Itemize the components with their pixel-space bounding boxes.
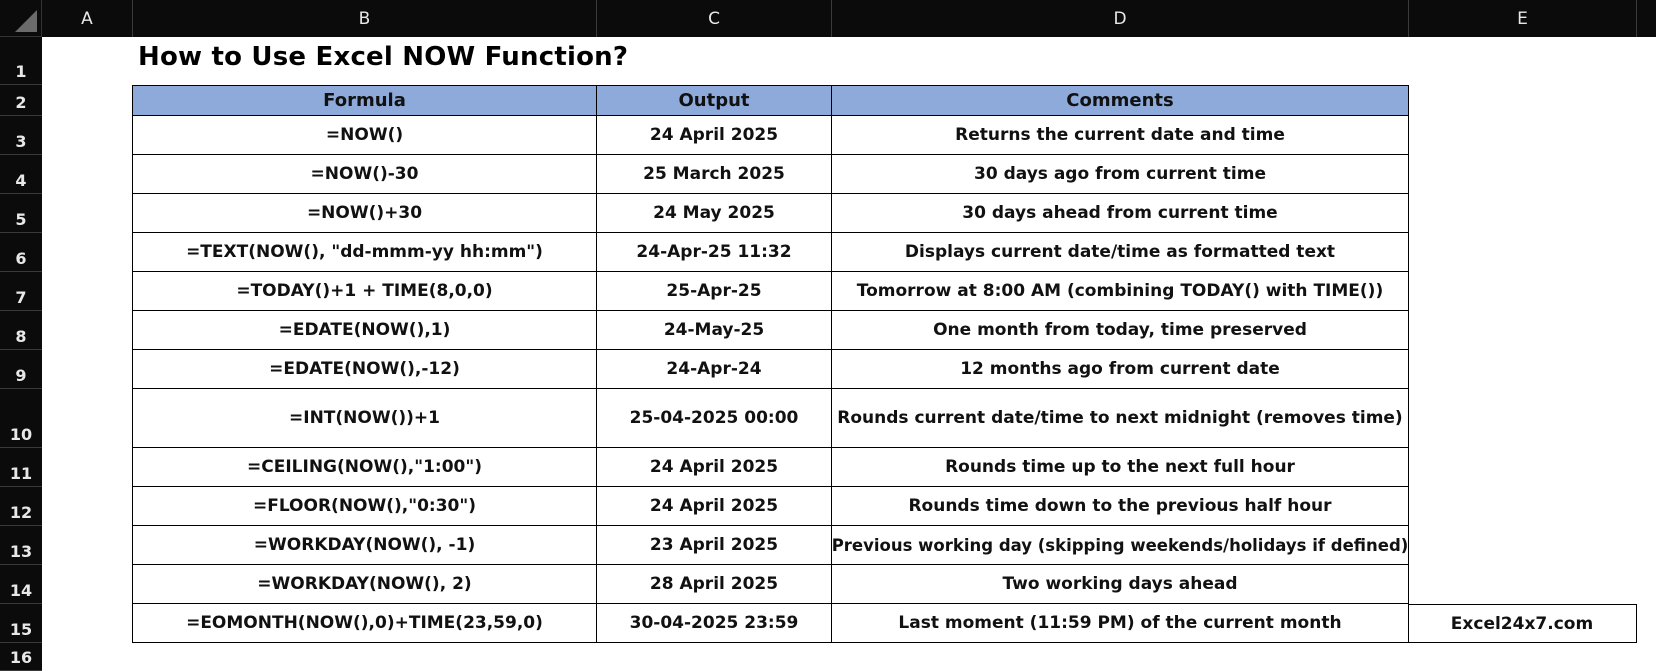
row-header-12[interactable]: 12 [0, 487, 42, 526]
row-header-13[interactable]: 13 [0, 526, 42, 565]
comment-cell[interactable]: Rounds time down to the previous half hour [832, 487, 1409, 526]
header-comments[interactable]: Comments [832, 85, 1409, 116]
output-cell[interactable]: 24 May 2025 [597, 194, 832, 233]
column-header-a[interactable]: A [42, 0, 133, 37]
row-header-15[interactable]: 15 [0, 604, 42, 643]
formula-cell[interactable]: =INT(NOW())+1 [132, 389, 597, 448]
row-header-16[interactable]: 16 [0, 643, 42, 671]
output-cell[interactable]: 24 April 2025 [597, 448, 832, 487]
column-header-filler [1637, 0, 1656, 37]
formula-cell[interactable]: =CEILING(NOW(),"1:00") [132, 448, 597, 487]
select-all-corner[interactable] [0, 0, 42, 37]
brand-cell[interactable]: Excel24x7.com [1408, 604, 1637, 643]
output-cell[interactable]: 24 April 2025 [597, 116, 832, 155]
comment-cell[interactable]: One month from today, time preserved [832, 311, 1409, 350]
output-cell[interactable]: 23 April 2025 [597, 526, 832, 565]
comment-cell[interactable]: Last moment (11:59 PM) of the current month [832, 604, 1409, 643]
header-output[interactable]: Output [597, 85, 832, 116]
formula-cell[interactable]: =NOW()+30 [132, 194, 597, 233]
row-header-5[interactable]: 5 [0, 194, 42, 233]
formula-cell[interactable]: =EDATE(NOW(),1) [132, 311, 597, 350]
row-header-2[interactable]: 2 [0, 85, 42, 116]
row-header-8[interactable]: 8 [0, 311, 42, 350]
output-cell[interactable]: 24 April 2025 [597, 487, 832, 526]
formula-cell[interactable]: =WORKDAY(NOW(), -1) [132, 526, 597, 565]
output-cell[interactable]: 24-Apr-25 11:32 [597, 233, 832, 272]
output-cell[interactable]: 25-04-2025 00:00 [597, 389, 832, 448]
output-cell[interactable]: 25 March 2025 [597, 155, 832, 194]
column-header-d[interactable]: D [832, 0, 1409, 37]
output-cell[interactable]: 25-Apr-25 [597, 272, 832, 311]
comment-cell[interactable]: 30 days ahead from current time [832, 194, 1409, 233]
column-header-b[interactable]: B [133, 0, 597, 37]
comment-cell[interactable]: Displays current date/time as formatted text [832, 233, 1409, 272]
comment-cell[interactable]: Rounds time up to the next full hour [832, 448, 1409, 487]
output-cell[interactable]: 24-May-25 [597, 311, 832, 350]
row-header-9[interactable]: 9 [0, 350, 42, 389]
column-header-c[interactable]: C [597, 0, 832, 37]
row-header-14[interactable]: 14 [0, 565, 42, 604]
row-header-10[interactable]: 10 [0, 389, 42, 448]
comment-cell[interactable]: Two working days ahead [832, 565, 1409, 604]
comment-cell[interactable]: Returns the current date and time [832, 116, 1409, 155]
output-cell[interactable]: 24-Apr-24 [597, 350, 832, 389]
formula-cell[interactable]: =NOW() [132, 116, 597, 155]
row-header-11[interactable]: 11 [0, 448, 42, 487]
output-cell[interactable]: 30-04-2025 23:59 [597, 604, 832, 643]
formula-cell[interactable]: =EOMONTH(NOW(),0)+TIME(23,59,0) [132, 604, 597, 643]
row-header-4[interactable]: 4 [0, 155, 42, 194]
formula-cell[interactable]: =NOW()-30 [132, 155, 597, 194]
row-header-7[interactable]: 7 [0, 272, 42, 311]
column-header-e[interactable]: E [1409, 0, 1637, 37]
row-header-6[interactable]: 6 [0, 233, 42, 272]
comment-cell[interactable]: Previous working day (skipping weekends/holidays if defined) [832, 526, 1409, 565]
comment-cell[interactable]: Tomorrow at 8:00 AM (combining TODAY() with TIME()) [832, 272, 1409, 311]
formula-cell[interactable]: =EDATE(NOW(),-12) [132, 350, 597, 389]
formula-cell[interactable]: =TEXT(NOW(), "dd-mmm-yy hh:mm") [132, 233, 597, 272]
formula-cell[interactable]: =WORKDAY(NOW(), 2) [132, 565, 597, 604]
formula-cell[interactable]: =FLOOR(NOW(),"0:30") [132, 487, 597, 526]
comment-cell[interactable]: 30 days ago from current time [832, 155, 1409, 194]
header-formula[interactable]: Formula [132, 85, 597, 116]
row-header-1[interactable]: 1 [0, 37, 42, 85]
row-header-3[interactable]: 3 [0, 116, 42, 155]
sheet-title[interactable]: How to Use Excel NOW Function? [138, 42, 629, 72]
comment-cell[interactable]: 12 months ago from current date [832, 350, 1409, 389]
formula-cell[interactable]: =TODAY()+1 + TIME(8,0,0) [132, 272, 597, 311]
output-cell[interactable]: 28 April 2025 [597, 565, 832, 604]
comment-cell[interactable]: Rounds current date/time to next midnight (removes time) [832, 389, 1409, 448]
